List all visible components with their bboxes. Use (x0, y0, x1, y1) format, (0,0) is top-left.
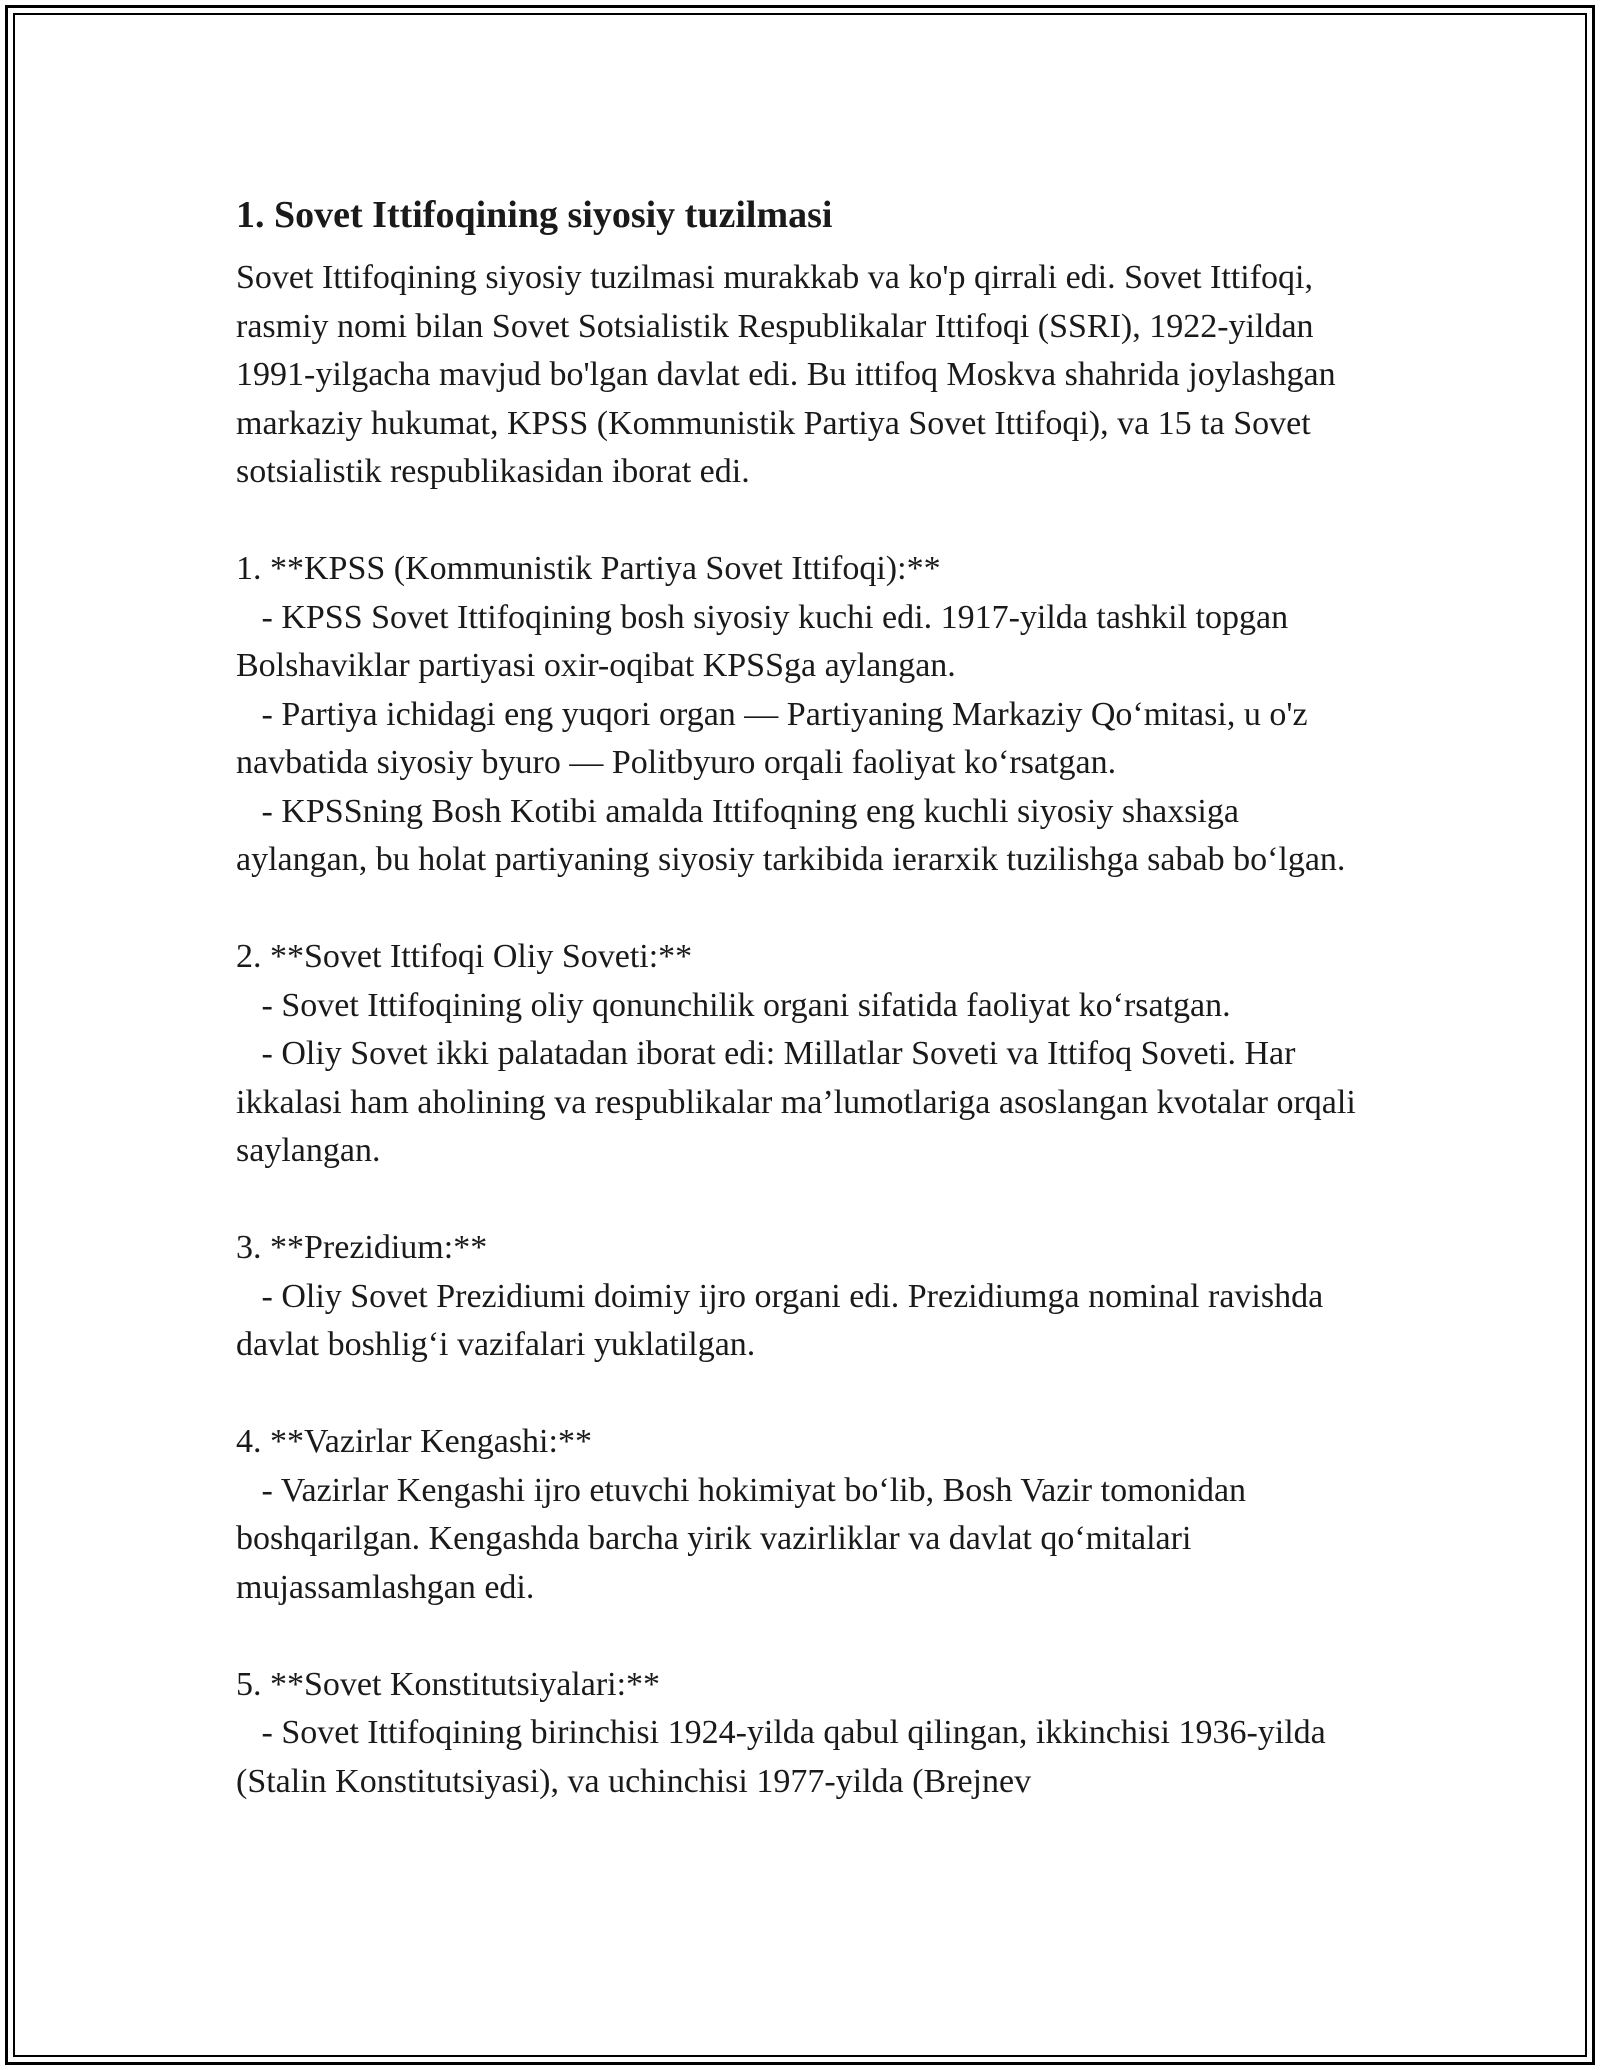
document-body (236, 186, 1366, 1806)
intro-paragraph: Sovet Ittifoqining siyosiy tuzilmasi murakkab va ko'p qirrali edi. Sovet Ittifoqi, rasmiy nomi bilan Sovet Sotsialistik Respublikalar Ittifoqi (SSRI), 1922-yildan 1991-yilgacha mavjud bo'lgan davlat edi. Bu ittifoq Moskva shahrida joylashgan markaziy hukumat, KPSS (Kommunistik Partiya Sovet Ittifoqi), va 15 ta Sovet sotsialistik respublikasidan iborat edi. (236, 259, 1345, 490)
section-heading-vazirlar-kengashi: 4. **Vazirlar Kengashi:** (236, 1423, 592, 1460)
document-title: 1. Sovet Ittifoqining siyosiy tuzilmasi (236, 194, 833, 236)
section-heading-kpss: 1. **KPSS (Kommunistik Partiya Sovet Ittifoqi):** (236, 550, 941, 587)
list-item: - KPSSning Bosh Kotibi amalda Ittifoqning eng kuchli siyosiy shaxsiga aylangan, bu holat partiyaning siyosiy tarkibida ierarxik tuzilishga sabab bo‘lgan. (236, 792, 1346, 878)
list-item: - Vazirlar Kengashi ijro etuvchi hokimiyat bo‘lib, Bosh Vazir tomonidan boshqarilgan. Kengashda barcha yirik vazirliklar va davlat qo‘mitalari mujassamlashgan edi. (236, 1471, 1255, 1606)
list-item: - Oliy Sovet ikki palatadan iborat edi: Millatlar Soveti va Ittifoq Soveti. Har ikkalasi ham aholining va respublikalar ma’lumotlariga asoslangan kvotalar orqali saylangan. (236, 1035, 1365, 1169)
list-item: - Partiya ichidagi eng yuqori organ — Partiyaning Markaziy Qo‘mitasi, u o'z navbatida siyosiy byuro — Politbyuro orqali faoliyat ko‘rsatgan. (236, 695, 1317, 781)
list-item: - Sovet Ittifoqining oliy qonunchilik organi sifatida faoliyat ko‘rsatgan. (236, 986, 1231, 1024)
list-item: - KPSS Sovet Ittifoqining bosh siyosiy kuchi edi. 1917-yilda tashkil topgan Bolshaviklar partiyasi oxir-oqibat KPSSga aylangan. (236, 598, 1297, 684)
section-heading-konstitutsiyalar: 5. **Sovet Konstitutsiyalari:** (236, 1665, 661, 1703)
list-item: - Oliy Sovet Prezidiumi doimiy ijro organi edi. Prezidiumga nominal ravishda davlat boshlig‘i vazifalari yuklatilgan. (236, 1277, 1332, 1363)
section-heading-prezidium: 3. **Prezidium:** (236, 1229, 488, 1266)
section-heading-oliy-sovet: 2. **Sovet Ittifoqi Oliy Soveti:** (236, 938, 693, 975)
list-item: - Sovet Ittifoqining birinchisi 1924-yilda qabul qilingan, ikkinchisi 1936-yilda (Stalin Konstitutsiyasi), va uchinchisi 1977-yilda (Brejnev (236, 1714, 1335, 1800)
